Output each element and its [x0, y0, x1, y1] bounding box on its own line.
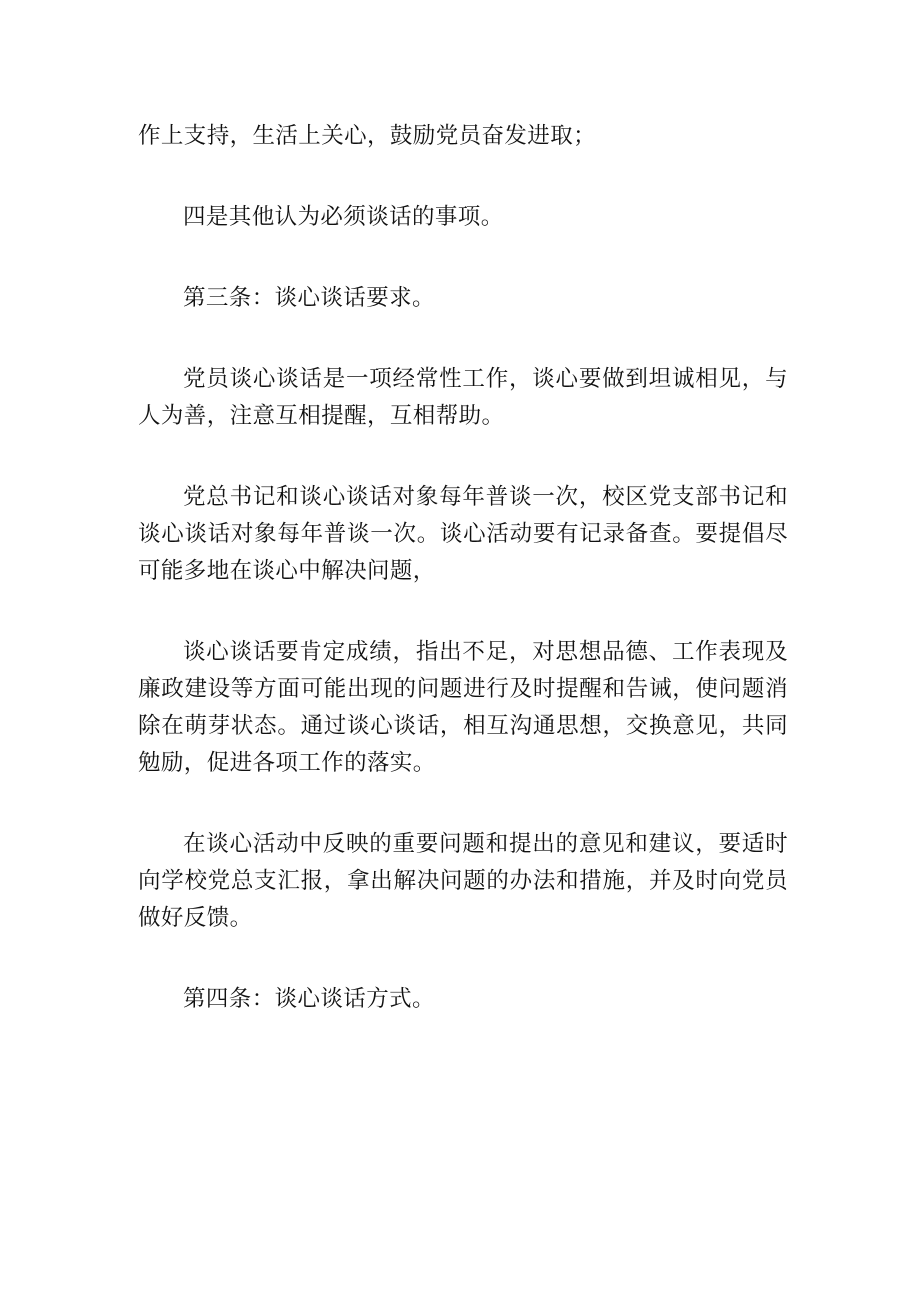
article-three-heading: 第三条：谈心谈话要求。 — [183, 285, 435, 311]
article-four-heading: 第四条：谈心谈话方式。 — [183, 986, 435, 1012]
document-body — [138, 118, 788, 1018]
paragraph-continuation: 作上支持，生活上关心，鼓励党员奋发进取； — [138, 123, 597, 149]
paragraph-frequency: 党总书记和谈心谈话对象每年普谈一次，校区党支部书记和谈心谈话对象每年普谈一次。谈心活动要有记录备查。要提倡尽可能多地在谈心中解决问题， — [138, 484, 788, 584]
paragraph-affirm-achievements: 谈心谈话要肯定成绩，指出不足，对思想品德、工作表现及廉政建设等方面可能出现的问题进行及时提醒和告诫，使问题消除在萌芽状态。通过谈心谈话，相互沟通思想，交换意见，共同勉励，促进各项工作的落实。 — [138, 639, 788, 776]
paragraph-report-feedback: 在谈心活动中反映的重要问题和提出的意见和建议，要适时向学校党总支汇报，拿出解决问题的办法和措施，并及时向党员做好反馈。 — [138, 831, 788, 931]
paragraph-item-four: 四是其他认为必须谈话的事项。 — [183, 204, 504, 230]
paragraph-requirement-intro: 党员谈心谈话是一项经常性工作，谈心要做到坦诚相见，与人为善，注意互相提醒，互相帮助。 — [138, 366, 788, 429]
